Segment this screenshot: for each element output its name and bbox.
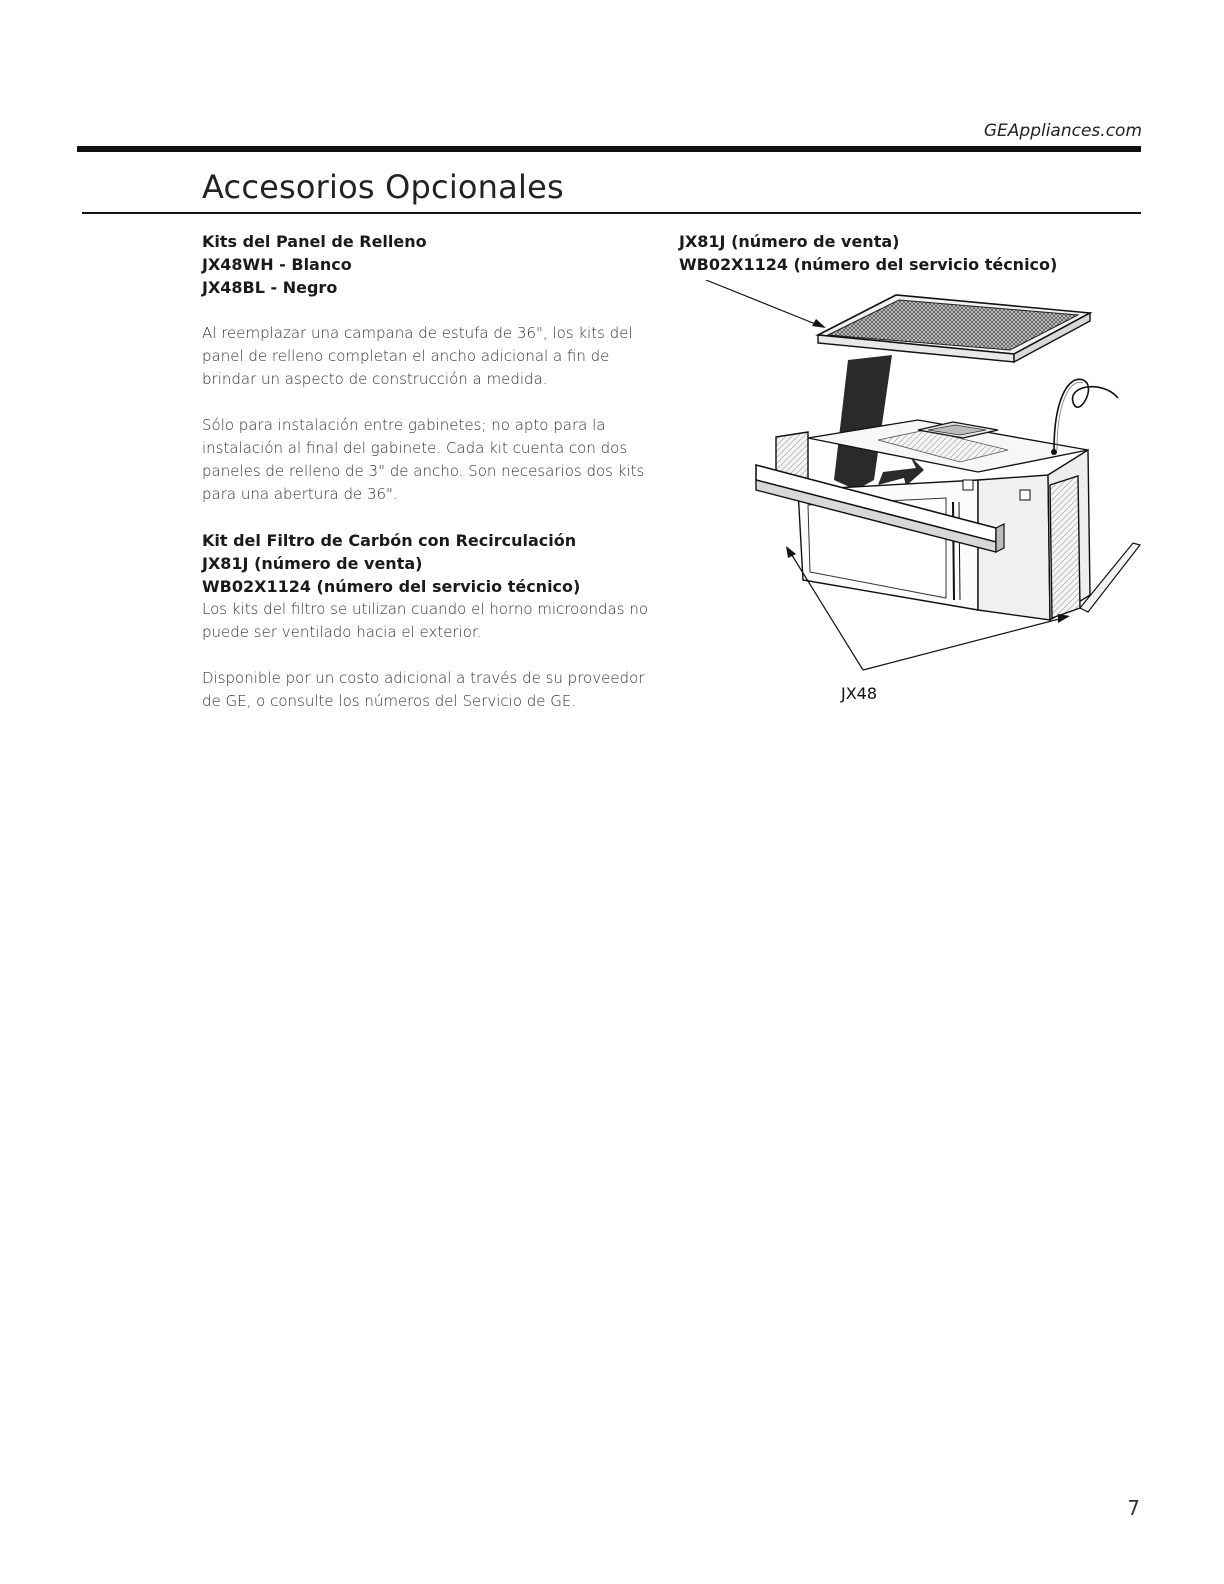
page-title: Accesorios Opcionales xyxy=(202,168,564,206)
filler-kit-white: JX48WH - Blanco xyxy=(202,255,352,274)
charcoal-kit-paragraph-1: Los kits del filtro se utilizan cuando el horno microondas no puede ser ventilado hacia el exterior. xyxy=(202,600,649,641)
figure-sales-number: JX81J (número de venta) xyxy=(679,232,900,251)
header-rule xyxy=(77,146,1141,152)
charcoal-kit-paragraph-2: Disponible por un costo adicional a través de su proveedor de GE, o consulte los números del Servicio de GE. xyxy=(202,669,645,710)
filler-kits-heading: Kits del Panel de Relleno xyxy=(202,232,427,251)
left-column xyxy=(202,230,662,713)
filter-pointer-arrow xyxy=(812,319,826,328)
filler-kit-black: JX48BL - Negro xyxy=(202,278,338,297)
figure-caption xyxy=(679,230,1159,276)
filter-pointer-line xyxy=(706,280,818,325)
filler-panel-right xyxy=(1050,476,1140,618)
charcoal-kit-sales-number: JX81J (número de venta) xyxy=(202,554,423,573)
site-url: GEAppliances.com xyxy=(983,121,1142,141)
filler-kits-paragraph-2: Sólo para instalación entre gabinetes; no apto para la instalación al final del gabinete. Cada kit cuenta con dos paneles de relleno de 3" de ancho. Son necesarios dos kits para una abertura de 36". xyxy=(202,416,645,503)
figure-service-number: WB02X1124 (número del servicio técnico) xyxy=(679,255,1058,274)
jx48-label: JX48 xyxy=(841,684,878,703)
microwave-accessories-illustration xyxy=(678,280,1148,680)
charcoal-kit-service-number: WB02X1124 (número del servicio técnico) xyxy=(202,577,581,596)
charcoal-filter xyxy=(818,295,1090,362)
page-number: 7 xyxy=(1127,1496,1140,1520)
charcoal-kit-heading: Kit del Filtro de Carbón con Recirculación xyxy=(202,531,577,550)
power-cord xyxy=(1051,379,1118,455)
filler-kits-paragraph-1: Al reemplazar una campana de estufa de 36", los kits del panel de relleno completan el ancho adicional a fin de brindar un aspecto de construcción a medida. xyxy=(202,324,633,388)
title-rule xyxy=(82,212,1141,214)
